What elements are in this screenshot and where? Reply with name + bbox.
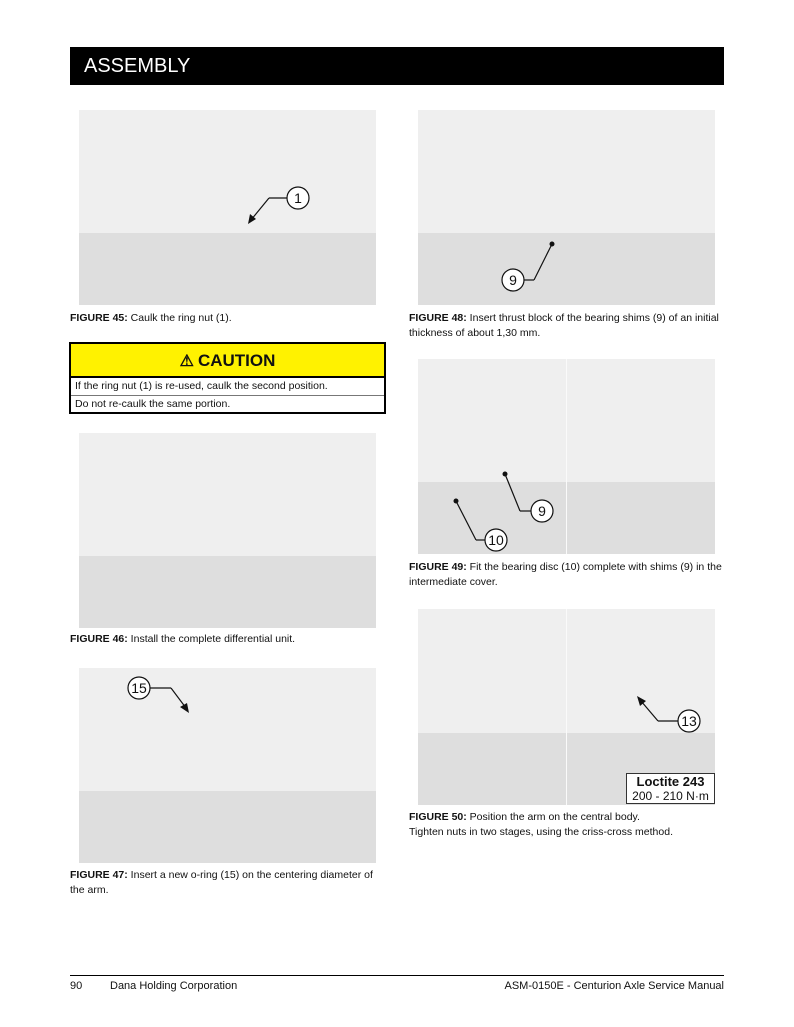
figure-47-caption: FIGURE 47: Insert a new o-ring (15) on the centering diameter of the arm. xyxy=(70,869,373,896)
figure-49-caption: FIGURE 49: Fit the bearing disc (10) complete with shims (9) in the intermediate cover. xyxy=(409,561,722,588)
loctite-product: Loctite 243 xyxy=(636,774,705,789)
figure-48-caption: FIGURE 48: Insert thrust block of the bearing shims (9) of an initial thickness of about 1,30 mm. xyxy=(409,312,719,339)
footer-manual-title: ASM-0150E - Centurion Axle Service Manual xyxy=(504,980,724,992)
section-header xyxy=(70,47,724,85)
callout-label: 9 xyxy=(509,272,517,288)
figure-47-callout xyxy=(79,668,376,863)
footer-page-number: 90 xyxy=(70,980,83,992)
figure-46-caption: FIGURE 46: Install the complete differential unit. xyxy=(70,633,296,645)
section-title: ASSEMBLY xyxy=(84,55,191,77)
callout-label: 1 xyxy=(294,190,302,206)
figure-47-image xyxy=(79,668,376,863)
caution-title: CAUTION xyxy=(197,351,276,370)
callout-label: 15 xyxy=(131,680,147,696)
callout-label: 9 xyxy=(538,503,546,519)
warning-triangle-icon: ⚠ xyxy=(179,353,194,370)
figure-45-caption: FIGURE 45: Caulk the ring nut (1). xyxy=(70,312,232,324)
caution-box xyxy=(69,342,386,414)
figure-48-image xyxy=(418,110,715,305)
figure-50-caption: FIGURE 50: Position the arm on the central body. Tighten nuts in two stages, using the criss-cross method. xyxy=(409,811,673,838)
loctite-spec-box xyxy=(626,773,715,804)
footer-company: Dana Holding Corporation xyxy=(110,980,238,992)
figure-45-callout xyxy=(79,110,376,305)
figure-49-callouts xyxy=(418,359,715,554)
loctite-torque: 200 - 210 N·m xyxy=(632,789,709,803)
caution-line: Do not re-caulk the same portion. xyxy=(75,398,231,410)
caution-header xyxy=(71,344,384,378)
figure-49-image xyxy=(418,359,715,554)
figure-45-image xyxy=(79,110,376,305)
footer-divider xyxy=(70,975,724,976)
caution-line: If the ring nut (1) is re-used, caulk the second position. xyxy=(71,378,384,396)
figure-46-image xyxy=(79,433,376,628)
figure-48-callout xyxy=(418,110,715,305)
callout-label: 10 xyxy=(488,532,504,548)
callout-label: 13 xyxy=(681,713,697,729)
